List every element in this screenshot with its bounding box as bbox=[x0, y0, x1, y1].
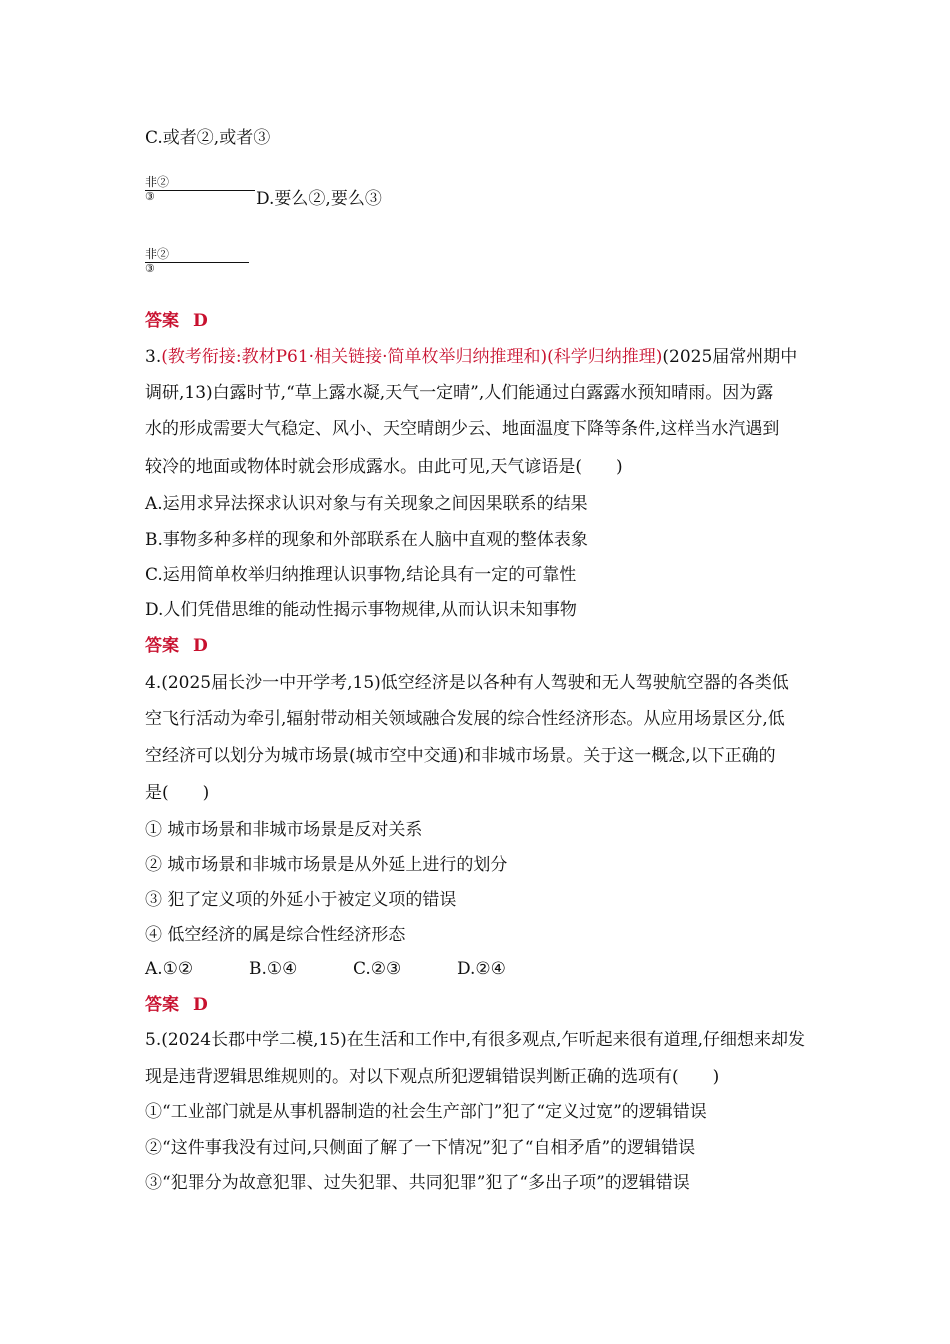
q4-line-2: 空飞行活动为牵引,辐射带动相关领域融合发展的综合性经济形态。从应用场景区分,低 bbox=[145, 709, 785, 729]
q5-line-1: 5.(2024长郡中学二模,15)在生活和工作中,有很多观点,乍听起来很有道理,仔细想来却发 bbox=[145, 1030, 805, 1050]
q2-fraction-2-denominator: ③ bbox=[145, 262, 155, 275]
q4-item-3: ③ 犯了定义项的外延小于被定义项的错误 bbox=[145, 890, 457, 910]
answer-value: D bbox=[193, 311, 208, 331]
q2-fraction-2 bbox=[145, 247, 249, 275]
q3-answer bbox=[145, 635, 208, 657]
q4-line-4: 是( ) bbox=[145, 783, 210, 803]
q5-item-1: ①“工业部门就是从事机器制造的社会生产部门”犯了“定义过宽”的逻辑错误 bbox=[145, 1102, 707, 1122]
answer-label: 答案 bbox=[145, 311, 179, 331]
q3-option-b: B.事物多种多样的现象和外部联系在人脑中直观的整体表象 bbox=[145, 530, 588, 550]
q5-line-2: 现是违背逻辑思维规则的。对以下观点所犯逻辑错误判断正确的选项有( ) bbox=[145, 1067, 720, 1087]
q2-fraction-1-numerator: 非② bbox=[145, 175, 255, 191]
answer-value: D bbox=[193, 995, 208, 1015]
q3-number: 3. bbox=[145, 347, 162, 367]
q2-fraction-1-denominator: ③ bbox=[145, 190, 155, 203]
q5-item-2: ②“这件事我没有过问,只侧面了解了一下情况”犯了“自相矛盾”的逻辑错误 bbox=[145, 1138, 696, 1158]
q2-option-d: D.要么②,要么③ bbox=[256, 189, 382, 209]
q2-fraction-2-numerator: 非② bbox=[145, 247, 249, 263]
q4-option-c: C.②③ bbox=[353, 959, 402, 979]
q4-option-a: A.①② bbox=[145, 959, 194, 979]
q3-option-d: D.人们凭借思维的能动性揭示事物规律,从而认识未知事物 bbox=[145, 600, 577, 620]
answer-label: 答案 bbox=[145, 995, 179, 1015]
q4-option-d: D.②④ bbox=[457, 959, 506, 979]
answer-value: D bbox=[193, 636, 208, 656]
q2-answer bbox=[145, 310, 208, 332]
q3-line-2: 调研,13)白露时节,“草上露水凝,天气一定晴”,人们能通过白露露水预知晴雨。因为露 bbox=[145, 383, 774, 403]
q5-item-3: ③“犯罪分为故意犯罪、过失犯罪、共同犯罪”犯了“多出子项”的逻辑错误 bbox=[145, 1173, 690, 1193]
q3-tag: (教考衔接:教材P61·相关链接·简单枚举归纳推理和)(科学归纳推理) bbox=[161, 347, 663, 367]
q2-fraction-1 bbox=[145, 175, 255, 203]
q3-line-1 bbox=[145, 346, 797, 368]
q3-line-4: 较冷的地面或物体时就会形成露水。由此可见,天气谚语是( ) bbox=[145, 457, 623, 477]
q4-item-1: ① 城市场景和非城市场景是反对关系 bbox=[145, 820, 423, 840]
q4-item-2: ② 城市场景和非城市场景是从外延上进行的划分 bbox=[145, 855, 508, 875]
q4-answer bbox=[145, 994, 208, 1016]
q4-item-4: ④ 低空经济的属是综合性经济形态 bbox=[145, 925, 406, 945]
q4-option-b: B.①④ bbox=[249, 959, 298, 979]
q3-option-a: A.运用求异法探求认识对象与有关现象之间因果联系的结果 bbox=[145, 494, 588, 514]
q3-source: (2025届常州期中 bbox=[662, 347, 798, 367]
q4-line-1: 4.(2025届长沙一中开学考,15)低空经济是以各种有人驾驶和无人驾驶航空器的各类低 bbox=[145, 673, 789, 693]
q2-option-c: C.或者②,或者③ bbox=[145, 128, 271, 148]
q3-option-c: C.运用简单枚举归纳推理认识事物,结论具有一定的可靠性 bbox=[145, 565, 577, 585]
answer-label: 答案 bbox=[145, 636, 179, 656]
q4-options bbox=[145, 958, 561, 980]
q3-line-3: 水的形成需要大气稳定、风小、天空晴朗少云、地面温度下降等条件,这样当水汽遇到 bbox=[145, 419, 780, 439]
q4-line-3: 空经济可以划分为城市场景(城市空中交通)和非城市场景。关于这一概念,以下正确的 bbox=[145, 746, 776, 766]
